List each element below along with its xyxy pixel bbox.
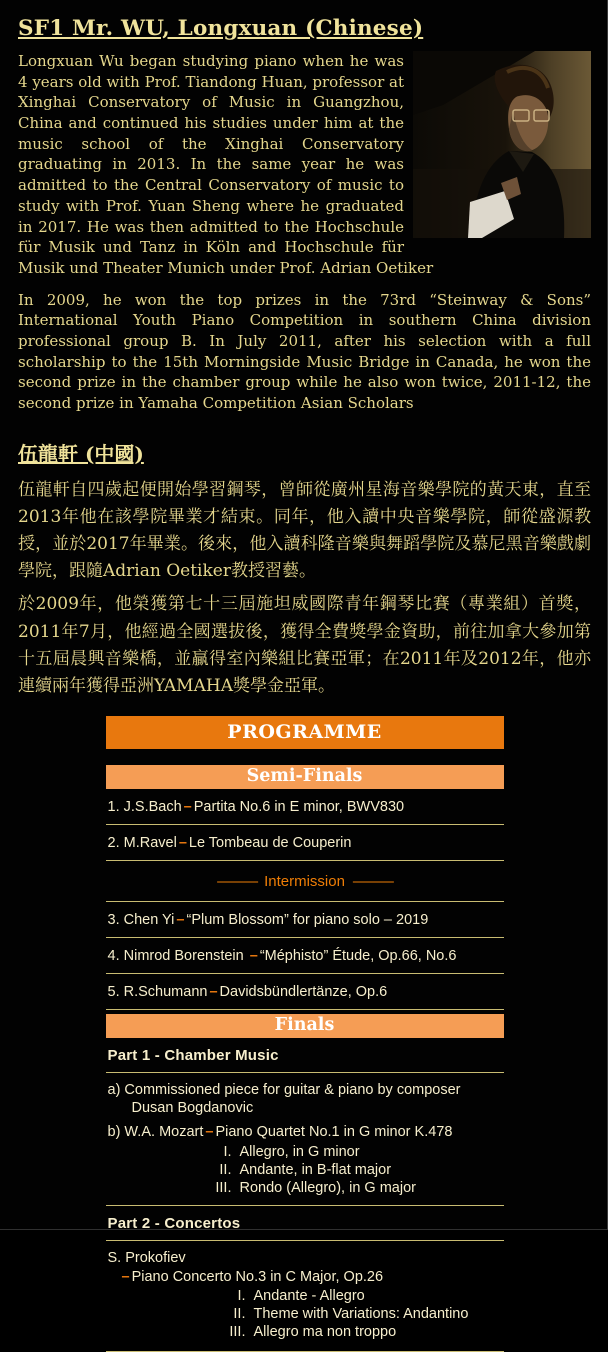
movement-row [216,1305,504,1323]
intermission-left-rule: ——— [217,873,257,891]
part2-composer: S. Prokofiev [107,1250,186,1267]
movement-title: Rondo (Allegro), in G major [239,1180,416,1197]
bio-paragraph-en-2: In 2009, he won the top prizes in the 73rd “Steinway & Sons” International Youth Piano Competition in southern China division professional group B. In July 2011, after his selection with a full scholarship to the 15th Morningside Music Bridge in Canada, he won the second prize in the chamber group while he also won twice, 2011-12, the second prize in Yamaha Competition Asian Scholars [18,290,591,412]
dash-separator: – [121,1269,130,1286]
item-work: “Plum Blossom” for piano solo – 2019 [186,912,429,929]
divider-rule [106,1009,504,1010]
movement-row [202,1161,504,1179]
finals-list [106,1038,504,1352]
programme-item-2 [106,825,504,860]
programme-header-bar: PROGRAMME [106,716,504,749]
item-composer: 1. J.S.Bach [107,799,182,816]
movement-numeral: II. [219,1162,232,1179]
programme-item-5 [106,974,504,1009]
dash-separator: – [249,948,258,965]
artist-title-chinese: 伍龍軒 (中國) [18,441,144,466]
finals-item-a-line1: a) Commissioned piece for guitar & piano by composer [107,1082,461,1099]
item-composer: 2. M.Ravel [107,835,177,852]
programme-item-3 [106,902,504,937]
movement-row [202,1143,504,1161]
item-work: “Méphisto” Étude, Op.66, No.6 [259,948,457,965]
item-composer: 4. Nimrod Borenstein [107,948,244,965]
bio-paragraph-en-1: Longxuan Wu began studying piano when he was 4 years old with Prof. Tiandong Huan, professor at Xinghai Conservatory of Music in Guangzhou, China and continued his studies under him at the music school of the Xinghai Conservatory graduating in 2013. In the same year he was admitted to the Central Conservatory of music to study with Prof. Yuan Sheng where he graduated in 2017. He was then admitted to the Hochschule für Musik und Tanz in Köln and Hochschule für Musik und Theater Munich under Prof. Adrian Oetiker [18,52,434,277]
part2-movements [216,1287,504,1341]
intermission-label: Intermission [264,873,345,891]
dash-separator: – [178,835,187,852]
artist-photo [413,51,591,238]
movement-title: Allegro, in G minor [239,1144,360,1161]
programme-item-4 [106,938,504,973]
movement-title: Andante, in B-flat major [239,1162,392,1179]
movement-numeral: I. [223,1144,232,1161]
movement-title: Andante - Allegro [253,1288,365,1305]
movement-row [216,1287,504,1305]
semifinals-header-bar: Semi-Finals [106,765,504,789]
programme-item-1 [106,789,504,824]
programme-section [106,716,504,1352]
movement-row [202,1179,504,1197]
item-work: Piano Concerto No.3 in C Major, Op.26 [131,1269,384,1286]
movement-numeral: III. [215,1180,232,1197]
finals-item-b [106,1122,504,1142]
finals-item-a-line2: Dusan Bogdanovic [131,1100,254,1117]
bio-paragraph-zh-1: 伍龍軒自四歲起便開始學習鋼琴，曾師從廣州星海音樂學院的黃天東，直至2013年他在該學院畢業才結束。同年，他入讀中央音樂學院，師從盛源教授，並於2017年畢業。後來，他入讀科隆音樂與舞蹈學院及慕尼黑音樂戲劇學院，跟隨Adrian Oetiker教授習藝。 [18,479,591,582]
movement-title: Theme with Variations: Andantino [253,1306,469,1323]
movement-numeral: II. [233,1306,246,1323]
item-work: Piano Quartet No.1 in G minor K.478 [215,1124,453,1141]
part1-heading: Part 1 - Chamber Music [107,1047,279,1065]
part1-movements [202,1143,504,1197]
semifinals-list [106,789,504,1010]
movement-numeral: I. [237,1288,246,1305]
portrait-photo-illustration [413,51,591,238]
movement-numeral: III. [229,1324,246,1341]
item-work: Partita No.6 in E minor, BWV830 [193,799,405,816]
dash-separator: – [205,1124,214,1141]
finals-header-bar: Finals [106,1014,504,1038]
part2-heading: Part 2 - Concertos [107,1215,241,1233]
dash-separator: – [183,799,192,816]
movement-title: Allegro ma non troppo [253,1324,397,1341]
item-composer: b) W.A. Mozart [107,1124,204,1141]
bio-paragraph-zh-2: 於2009年，他榮獲第七十三屆施坦威國際青年鋼琴比賽（專業組）首獎，2011年7月，他經過全國選拔後，獲得全費獎學金資助，前往加拿大參加第十五屆晨興音樂橋，並贏得室內樂組比賽亞軍；在2011年及2012年，他亦連續兩年獲得亞洲YAMAHA獎學金亞軍。 [18,594,591,696]
dash-separator: – [209,984,218,1001]
part2-work [106,1268,504,1286]
movement-row [216,1323,504,1341]
item-composer: 3. Chen Yi [107,912,175,929]
dash-separator: – [176,912,185,929]
artist-title: SF1 Mr. WU, Longxuan (Chinese) [18,16,424,41]
intermission-right-rule: ——— [352,873,392,891]
intermission-row [106,861,504,901]
item-composer: 5. R.Schumann [107,984,208,1001]
item-work: Le Tombeau de Couperin [188,835,352,852]
item-work: Davidsbündlertänze, Op.6 [219,984,388,1001]
